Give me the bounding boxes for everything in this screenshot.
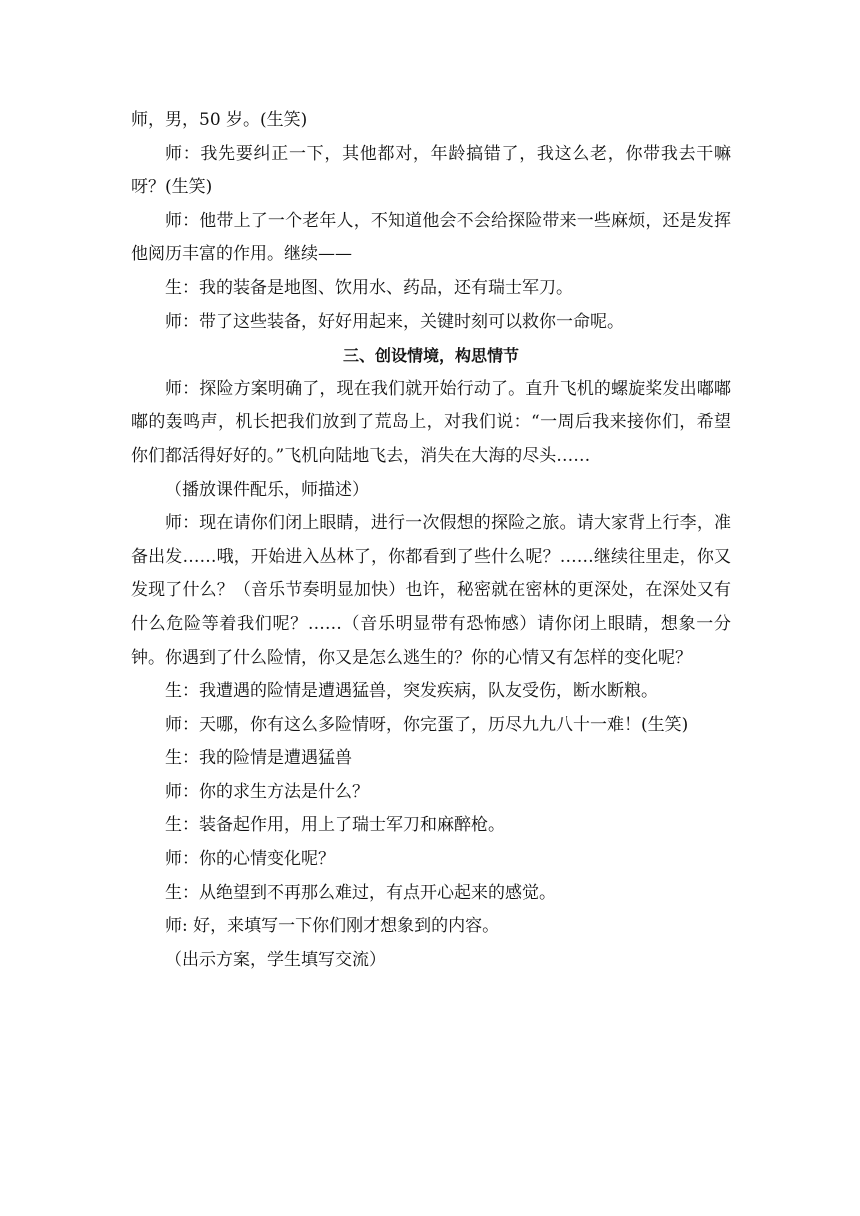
paragraph: 师：你的求生方法是什么？ bbox=[165, 781, 369, 802]
paragraph: 师：探险方案明确了，现在我们就开始行动了。直升飞机的螺旋桨发出嘟嘟嘟的轰鸣声，机长把我们放到了荒岛上，对我们说：“一周后我来接你们，希望你们都活得好好的。”飞机向陆地飞去，消失在大海的尽头…… bbox=[131, 378, 731, 466]
paragraph: 师：我先要纠正一下，其他都对，年龄搞错了，我这么老，你带我去干嘛呀？(生笑) bbox=[131, 143, 731, 198]
paragraph: 师：天哪，你有这么多险情呀，你完蛋了，历尽九九八十一难！(生笑) bbox=[165, 714, 689, 735]
paragraph: 师: 好，来填写一下你们刚才想象到的内容。 bbox=[165, 916, 500, 937]
section-heading: 三、创设情境，构思情节 bbox=[342, 346, 519, 366]
paragraph: 生：我的装备是地图、饮用水、药品，还有瑞士军刀。 bbox=[165, 277, 573, 298]
paragraph: 师：现在请你们闭上眼睛，进行一次假想的探险之旅。请大家背上行李，准备出发……哦，开始进入丛林了，你都看到了些什么呢？……继续往里走，你又发现了什么？（音乐节奏明显加快）也许，秘密就在密林的更深处，在深处又有什么危险等着我们呢？……（音乐明显带有恐怖感）请你闭上眼睛，想象一分钟。你遇到了什么险情，你又是怎么逃生的？你的心情又有怎样的变化呢？ bbox=[131, 513, 731, 668]
paragraph: （播放课件配乐，师描述） bbox=[165, 479, 369, 500]
paragraph: 生：我遭遇的险情是遭遇猛兽，突发疾病，队友受伤，断水断粮。 bbox=[165, 681, 658, 702]
paragraph: 师：你的心情变化呢？ bbox=[165, 849, 335, 870]
paragraph: 生：装备起作用，用上了瑞士军刀和麻醉枪。 bbox=[165, 815, 505, 836]
paragraph: 生：从绝望到不再那么难过，有点开心起来的感觉。 bbox=[165, 882, 556, 903]
paragraph: （出示方案，学生填写交流） bbox=[165, 949, 386, 970]
paragraph: 生：我的险情是遭遇猛兽 bbox=[165, 748, 352, 769]
paragraph: 师，男，50 岁。(生笑) bbox=[131, 110, 308, 130]
paragraph: 师：带了这些装备，好好用起来，关键时刻可以救你一命呢。 bbox=[165, 311, 624, 332]
paragraph: 师：他带上了一个老年人，不知道他会不会给探险带来一些麻烦，还是发挥他阅历丰富的作用。继续—— bbox=[131, 210, 731, 265]
document-body bbox=[131, 104, 731, 977]
